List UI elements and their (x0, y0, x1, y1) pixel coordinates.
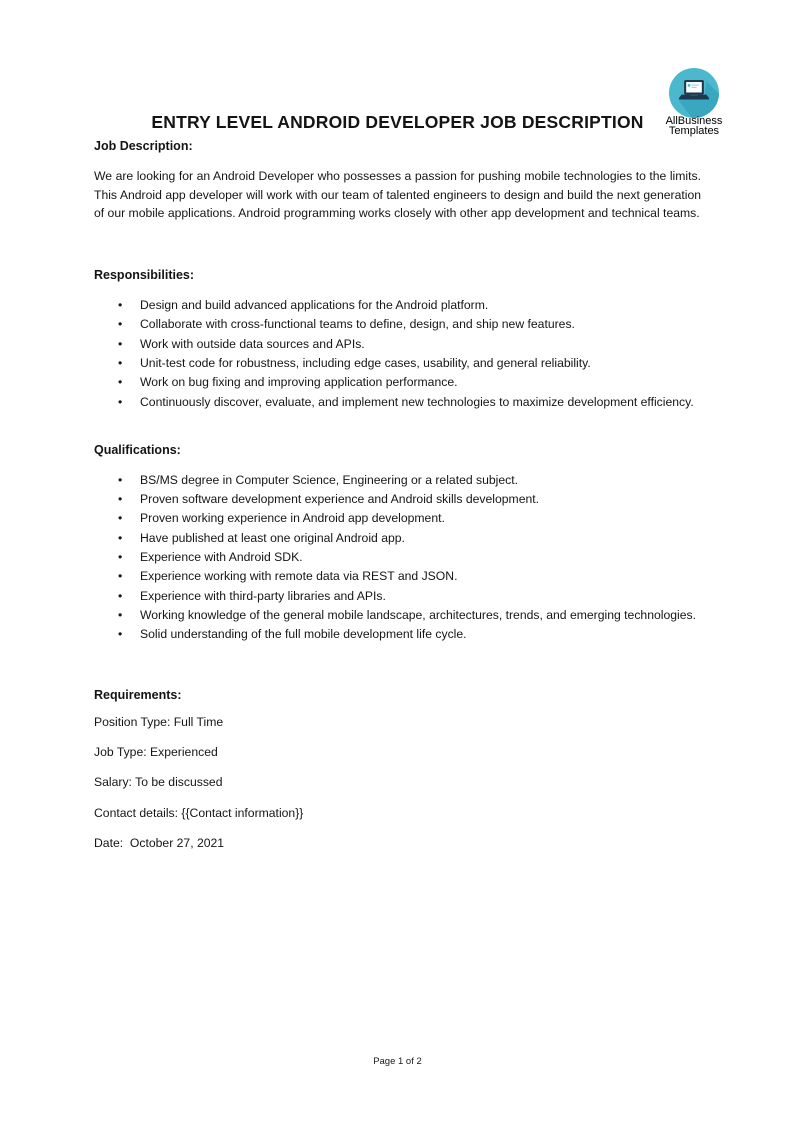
requirements-heading: Requirements: (94, 687, 182, 702)
list-item: • Solid understanding of the full mobile development life cycle. (94, 625, 701, 644)
job-description-paragraph: We are looking for an Android Developer who possesses a passion for pushing mobile technologies to the limits. This Android app developer will work with our team of talented engineers to design and build the next generation of our mobile applications. Android programming works closely with other app development and technical teams. (94, 169, 701, 221)
list-item: • Experience with Android SDK. (94, 548, 701, 567)
list-item: • BS/MS degree in Computer Science, Engineering or a related subject. (94, 471, 701, 490)
list-item: • Proven working experience in Android app development. (94, 509, 701, 528)
qualifications-list (94, 471, 701, 645)
qualifications-heading: Qualifications: (94, 442, 181, 457)
list-item: • Work with outside data sources and APIs. (94, 335, 701, 354)
document-body (94, 0, 701, 853)
date-line: Date: October 27, 2021 (94, 835, 225, 850)
logo-text-line1: AllBusiness (665, 115, 723, 127)
list-item: • Working knowledge of the general mobile landscape, architectures, trends, and emerging technologies. (94, 606, 701, 625)
page-number: Page 1 of 2 (373, 1056, 422, 1067)
page-title: ENTRY LEVEL ANDROID DEVELOPER JOB DESCRIPTION (151, 112, 644, 132)
responsibilities-list (94, 296, 701, 412)
list-item: • Experience working with remote data via REST and JSON. (94, 567, 701, 586)
salary-line: Salary: To be discussed (94, 775, 223, 790)
list-item: • Continuously discover, evaluate, and implement new technologies to maximize development efficiency. (94, 393, 701, 412)
contact-details-line: Contact details: {{Contact information}} (94, 805, 304, 820)
list-item: • Work on bug fixing and improving application performance. (94, 373, 701, 392)
list-item: • Experience with third-party libraries and APIs. (94, 587, 701, 606)
responsibilities-heading: Responsibilities: (94, 268, 195, 283)
list-item: • Have published at least one original Android app. (94, 529, 701, 548)
list-item: • Unit-test code for robustness, including edge cases, usability, and general reliability. (94, 354, 701, 373)
job-type-line: Job Type: Experienced (94, 745, 218, 760)
job-description-heading: Job Description: (94, 139, 193, 153)
position-type-line: Position Type: Full Time (94, 715, 224, 730)
list-item: • Proven software development experience and Android skills development. (94, 490, 701, 509)
list-item: • Collaborate with cross-functional teams to define, design, and ship new features. (94, 315, 701, 334)
list-item: • Design and build advanced applications for the Android platform. (94, 296, 701, 315)
logo-text-line2: Templates (668, 125, 720, 137)
